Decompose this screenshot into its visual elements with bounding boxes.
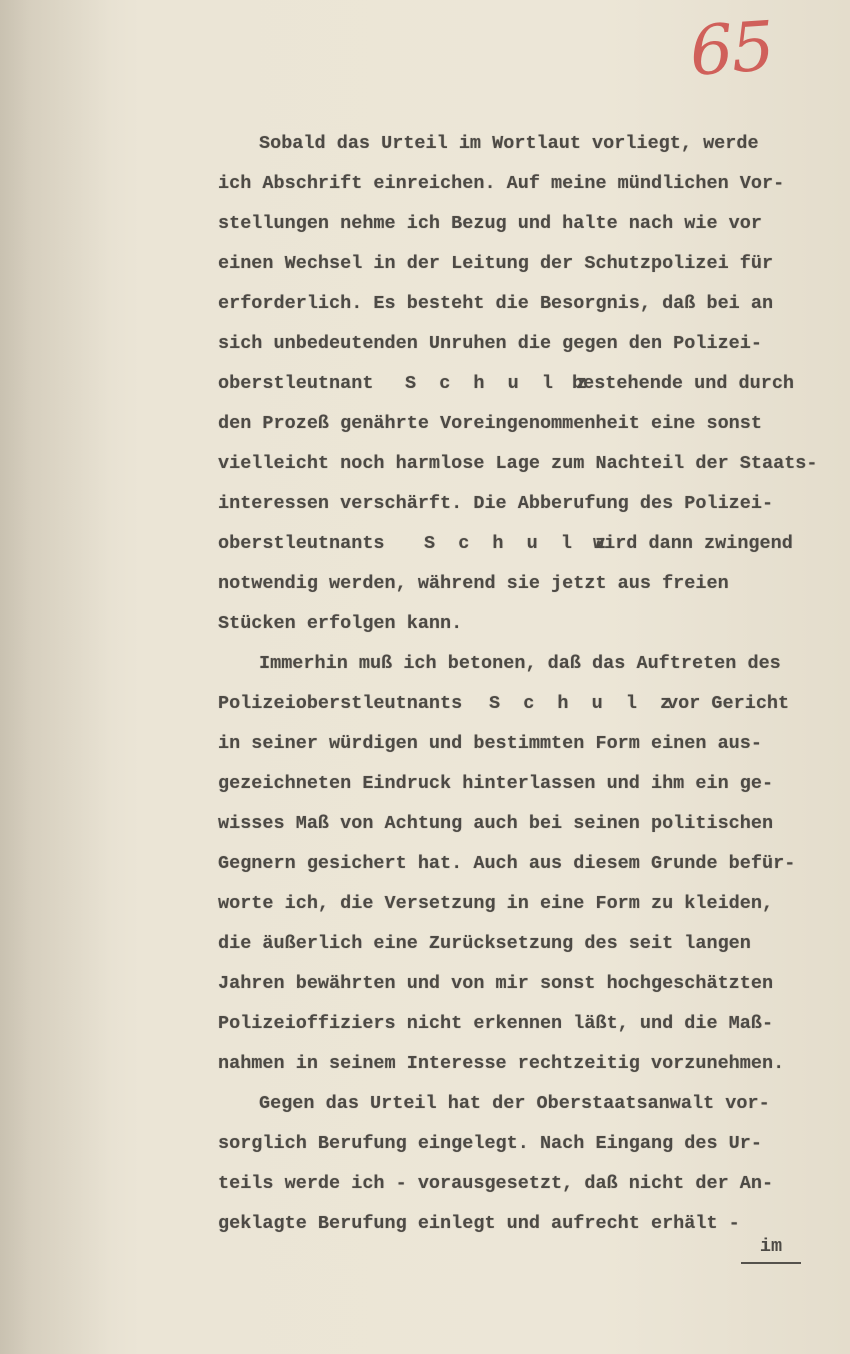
text-line: notwendig werden, während sie jetzt aus freien bbox=[218, 573, 729, 594]
text-line: interessen verschärft. Die Abberufung des Polizei- bbox=[218, 493, 774, 514]
text-line: geklagte Berufung einlegt und aufrecht erhält - bbox=[218, 1213, 740, 1234]
text-line: vor Gericht bbox=[667, 693, 790, 714]
text-line: Immerhin muß ich betonen, daß das Auftreten des bbox=[259, 653, 781, 674]
text-line: bestehende und durch bbox=[572, 373, 795, 394]
catchword: im bbox=[759, 1236, 783, 1257]
text-line: die äußerlich eine Zurücksetzung des seit langen bbox=[218, 933, 751, 954]
text-line: Sobald das Urteil im Wortlaut vorliegt, werde bbox=[259, 133, 759, 154]
text-line: stellungen nehme ich Bezug und halte nach wie vor bbox=[218, 213, 762, 234]
text-line: erforderlich. Es besteht die Besorgnis, daß bei an bbox=[218, 293, 774, 314]
spaced-name: S c h u l z bbox=[405, 373, 594, 394]
text-line: oberstleutnant bbox=[218, 373, 374, 394]
text-line: Gegnern gesichert hat. Auch aus diesem Grunde befür- bbox=[218, 853, 796, 874]
text-line: wisses Maß von Achtung auch bei seinen politischen bbox=[218, 813, 774, 834]
text-line: gezeichneten Eindruck hinterlassen und ihm ein ge- bbox=[218, 773, 774, 794]
text-line: Stücken erfolgen kann. bbox=[218, 613, 463, 634]
text-line: worte ich, die Versetzung in eine Form zu kleiden, bbox=[218, 893, 774, 914]
spaced-name: S c h u l z bbox=[424, 533, 613, 554]
text-line: wird dann zwingend bbox=[593, 533, 793, 554]
text-line: in seiner würdigen und bestimmten Form einen aus- bbox=[218, 733, 762, 754]
text-line: den Prozeß genährte Voreingenommenheit eine sonst bbox=[218, 413, 762, 434]
text-line: Gegen das Urteil hat der Oberstaatsanwalt vor- bbox=[259, 1093, 770, 1114]
text-line: Polizeioffiziers nicht erkennen läßt, und die Maß- bbox=[218, 1013, 774, 1034]
text-line: oberstleutnants bbox=[218, 533, 385, 554]
text-line: Polizeioberstleutnants bbox=[218, 693, 463, 714]
text-line: nahmen in seinem Interesse rechtzeitig vorzunehmen. bbox=[218, 1053, 785, 1074]
text-line: Jahren bewährten und von mir sonst hochgeschätzten bbox=[218, 973, 774, 994]
catchword-underline bbox=[741, 1262, 801, 1264]
text-line: sich unbedeutenden Unruhen die gegen den Polizei- bbox=[218, 333, 762, 354]
text-line: teils werde ich - vorausgesetzt, daß nicht der An- bbox=[218, 1173, 774, 1194]
spaced-name: S c h u l z bbox=[489, 693, 678, 714]
text-line: ich Abschrift einreichen. Auf meine mündlichen Vor- bbox=[218, 173, 785, 194]
text-line: sorglich Berufung eingelegt. Nach Eingang des Ur- bbox=[218, 1133, 762, 1154]
folio-number: 65 bbox=[687, 7, 776, 92]
text-line: vielleicht noch harmlose Lage zum Nachteil der Staats- bbox=[218, 453, 818, 474]
text-line: einen Wechsel in der Leitung der Schutzpolizei für bbox=[218, 253, 774, 274]
